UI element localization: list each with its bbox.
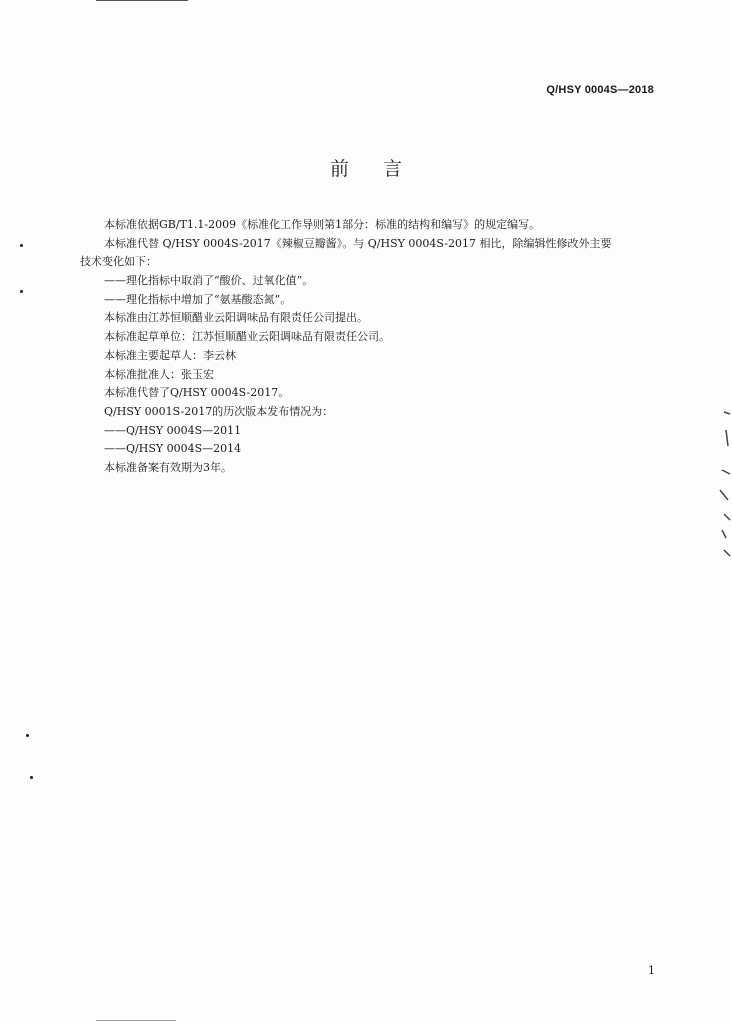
list-item-removed: ——理化指标中取消了“酸价、过氧化值”。	[104, 274, 314, 288]
scan-dot	[20, 290, 23, 293]
paragraph-basis: 本标准依据GB/T1.1-2009《标准化工作导则第1部分：标准的结构和编写》的规定编写。	[104, 218, 541, 231]
foreword-body	[80, 216, 660, 478]
paragraph-history: Q/HSY 0001S-2017的历次版本发布情况为：	[104, 404, 334, 418]
list-item-history-2014: ——Q/HSY 0004S—2014	[104, 442, 242, 456]
paragraph-replaces-cont: 技术变化如下：	[80, 255, 157, 269]
paragraph-proposer: 本标准由江苏恒顺醋业云阳调味品有限责任公司提出。	[104, 311, 368, 325]
page-number: 1	[648, 964, 655, 977]
list-item-added: ——理化指标中增加了“氨基酸态氮”。	[104, 292, 292, 306]
paragraph-drafting-unit: 本标准起草单位：江苏恒顺醋业云阳调味品有限责任公司。	[104, 330, 390, 344]
scan-dot	[26, 734, 29, 737]
paragraph-approver: 本标准批准人：张玉宏	[104, 367, 214, 381]
paragraph-validity: 本标准备案有效期为3年。	[104, 460, 232, 474]
scan-mark-top	[96, 0, 188, 1]
scan-dot	[20, 244, 23, 247]
list-item-history-2011: ——Q/HSY 0004S—2011	[104, 423, 242, 437]
page-title: 前言	[329, 158, 436, 180]
scan-dot	[30, 776, 33, 779]
paragraph-drafter: 本标准主要起草人：李云林	[104, 348, 236, 362]
standard-code: Q/HSY 0004S—2018	[546, 84, 654, 96]
scan-mark-bottom	[96, 1020, 176, 1021]
paragraph-replaced: 本标准代替了Q/HSY 0004S-2017。	[104, 386, 290, 400]
scan-edge-marks	[716, 410, 732, 570]
paragraph-replaces: 本标准代替 Q/HSY 0004S-2017《辣椒豆瓣酱》。与 Q/HSY 0004S-2017 相比，除编辑性修改外主要	[104, 236, 612, 250]
